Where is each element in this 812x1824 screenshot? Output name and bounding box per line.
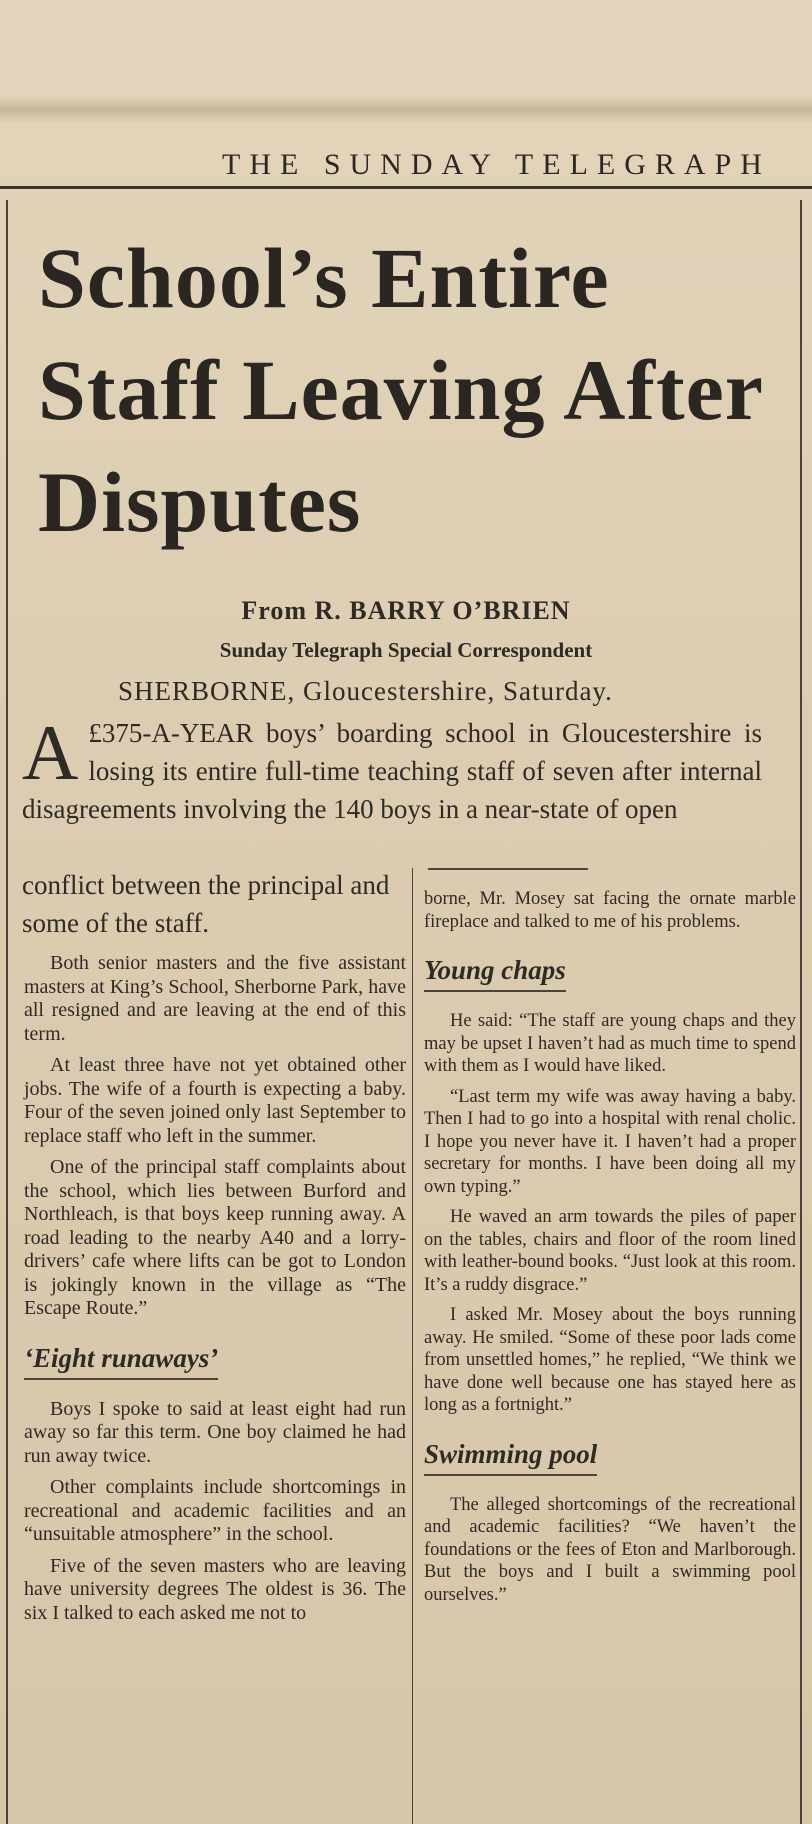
right-border-rule xyxy=(800,200,802,1824)
left-border-rule xyxy=(6,200,8,1824)
column-top-rule xyxy=(428,868,588,870)
masthead-rule xyxy=(0,186,812,189)
paragraph: The alleged shortcomings of the recreational and academic facilities? “We haven’t the foundations or the fees of Eton and Marlborough. But the boys and I built a swimming pool ourselves.” xyxy=(424,1494,796,1605)
dateline: SHERBORNE, Gloucestershire, Saturday. xyxy=(118,676,613,706)
paragraph: Both senior masters and the five assistant masters at King’s School, Sherborne Park, have all resigned and are leaving at the end of this term. xyxy=(24,952,406,1045)
paragraph: “Last term my wife was away having a baby. Then I had to go into a hospital with renal cholic. I hope you never have it. I haven’t had a proper secretary for months. I have been doing all my own typing.” xyxy=(424,1086,796,1197)
paragraph: One of the principal staff complaints about the school, which lies between Burford and Northleach, is that boys keep running away. A road leading to the nearby A40 and a lorry-drivers’ cafe where lifts can be got to London is jokingly known in the village as “The Escape Route.” xyxy=(24,1156,406,1319)
paragraph: Five of the seven masters who are leaving have university degrees The oldest is 36. The six I talked to each asked me not to xyxy=(24,1554,406,1624)
column-divider xyxy=(412,868,413,1824)
paragraph: He said: “The staff are young chaps and they may be upset I haven’t had as much time to spend with them as I would have liked. xyxy=(424,1011,796,1076)
paragraph: Boys I spoke to said at least eight had run away so far this term. One boy claimed he had run away twice. xyxy=(24,1397,406,1467)
paragraph: Other complaints include shortcomings in recreational and academic facilities and an “unsuitable atmosphere” in the school. xyxy=(24,1476,406,1545)
paragraph: He waved an arm towards the piles of paper on the tables, chairs and floor of the room lined with leather-bound books. “Just look at this room. It’s a ruddy disgrace.” xyxy=(424,1207,796,1295)
byline: From R. BARRY O’BRIEN xyxy=(241,596,571,625)
byline-subtitle: Sunday Telegraph Special Correspondent xyxy=(219,638,593,662)
subheading-eight-runaways: ‘Eight runaways’ xyxy=(24,1343,218,1380)
headline: School’s Entire Staff Leaving After Disputes xyxy=(38,230,763,550)
drop-cap: A xyxy=(22,709,79,796)
left-column xyxy=(24,952,406,1633)
subheading-young-chaps: Young chaps xyxy=(424,955,566,992)
lead-paragraph xyxy=(22,709,762,828)
paragraph: At least three have not yet obtained other jobs. The wife of a fourth is expecting a baby. Four of the seven joined only last September to replace staff who left in the summer. xyxy=(24,1054,406,1147)
right-column xyxy=(424,888,796,1614)
paragraph: borne, Mr. Mosey sat facing the ornate marble fireplace and talked to me of his problems. xyxy=(424,889,796,932)
subheading-swimming-pool: Swimming pool xyxy=(424,1439,597,1476)
masthead: THE SUNDAY TELEGRAPH xyxy=(222,148,771,181)
paragraph: I asked Mr. Mosey about the boys running away. He smiled. “Some of these poor lads come from unsettled homes,” he replied, “We think we have done well because one has stayed here as long as a fortnight.” xyxy=(424,1305,796,1415)
lead-text: £375-A-YEAR boys’ boarding school in Gloucestershire is losing its entire full-time teaching staff of seven after internal disagreements involving the 140 boys in a near-state of open xyxy=(22,718,762,824)
paper-fold-crease xyxy=(0,96,812,124)
lead-continuation: conflict between the principal and some of the staff. xyxy=(22,870,390,938)
